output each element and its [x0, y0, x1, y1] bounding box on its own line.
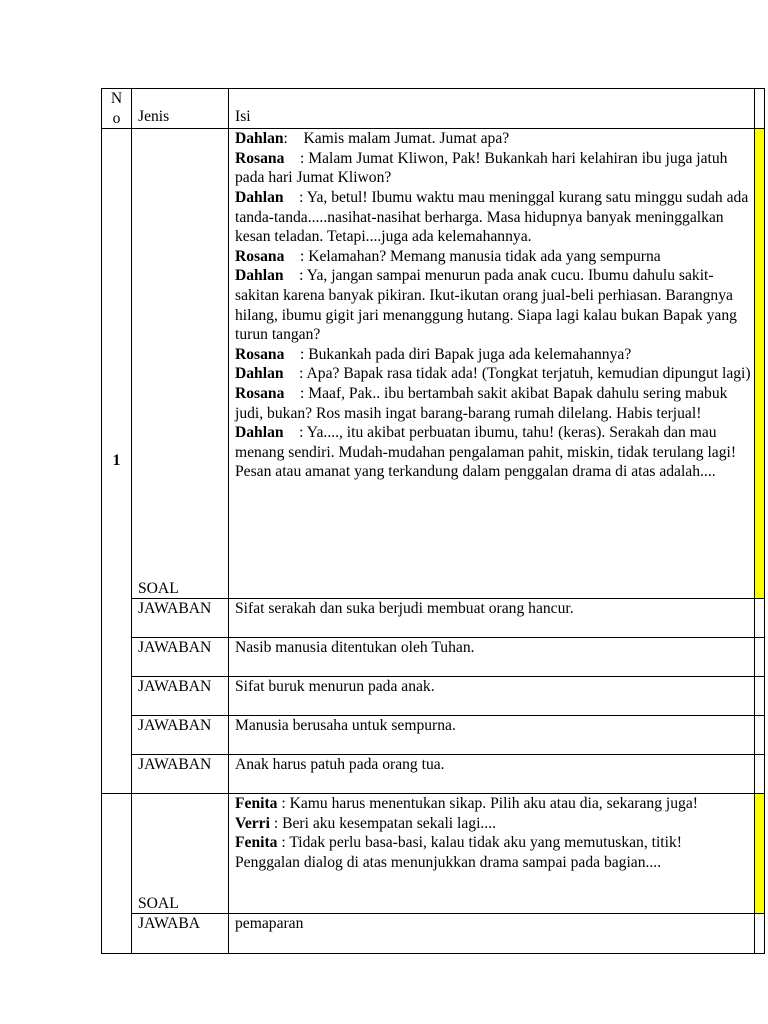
question-1-answer-row — [102, 599, 765, 638]
answer-label: JAWABA — [132, 914, 229, 954]
header-edge — [755, 89, 765, 129]
dialog-line — [235, 384, 751, 423]
dialog-line — [235, 149, 751, 188]
dialog-text: Beri aku kesempatan sekali lagi.... — [282, 814, 496, 832]
dialog-line — [235, 345, 751, 365]
dialog-line — [235, 129, 751, 149]
answer-label: JAWABAN — [132, 599, 229, 638]
question-2-dialog — [235, 794, 751, 853]
question-1-answer-row — [102, 677, 765, 716]
answer-text[interactable]: Anak harus patuh pada orang tua. — [229, 755, 755, 794]
dialog-text: Bukankah pada diri Bapak juga ada kelemahannya? — [308, 345, 632, 363]
speaker-name: Rosana — [235, 149, 285, 167]
speaker-name: Rosana — [235, 384, 285, 402]
header-isi: Isi — [229, 89, 755, 129]
question-1-answer-row — [102, 716, 765, 755]
answer-text[interactable]: Sifat serakah dan suka berjudi membuat orang hancur. — [229, 599, 755, 638]
speaker-name: Rosana — [235, 247, 285, 265]
question-table — [101, 88, 765, 954]
speaker-name: Dahlan — [235, 130, 284, 148]
header-no — [102, 89, 132, 129]
question-1-content — [229, 129, 755, 599]
question-1-number: 1 — [102, 129, 132, 794]
speaker-separator: : — [284, 384, 309, 402]
dialog-line — [235, 266, 751, 344]
question-1-soal-row — [102, 129, 765, 599]
dialog-line — [235, 814, 751, 834]
speaker-separator: : — [283, 365, 307, 383]
dialog-text: Ya, betul! Ibumu waktu mau meninggal kurang satu minggu sudah ada tanda-tanda.....nasihat-nasihat berharga. Masa hidupnya banyak meninggalkan kesan teladan. Tetapi....juga ada kelemahannya. — [235, 188, 749, 246]
dialog-text: Ya, jangan sampai menurun pada anak cucu. Ibumu dahulu sakit-sakitan karena banyak pikiran. Ikut-ikutan orang jual-beli perhiasan. Barangnya hilang, ibumu gigit jari menanggung hutang. Siapa lagi kalau bukan Bapak yang turun tangan? — [235, 267, 737, 344]
question-2-type: SOAL — [132, 794, 229, 914]
header-no-line2: o — [112, 109, 121, 127]
dialog-text: Tidak perlu basa-basi, kalau tidak aku yang memutuskan, titik! — [289, 834, 682, 852]
speaker-name: Fenita — [235, 795, 278, 813]
answer-edge — [755, 638, 765, 677]
dialog-text: Kamu harus menentukan sikap. Pilih aku atau dia, sekarang juga! — [289, 795, 698, 813]
header-row — [102, 89, 765, 129]
question-2-question: Penggalan dialog di atas menunjukkan drama sampai pada bagian.... — [235, 853, 662, 871]
dialog-line — [235, 794, 751, 814]
answer-label: JAWABAN — [132, 716, 229, 755]
question-2-content — [229, 794, 755, 914]
dialog-line — [235, 247, 751, 267]
speaker-name: Dahlan — [235, 267, 284, 285]
answer-edge — [755, 677, 765, 716]
question-2-soal-row — [102, 794, 765, 914]
dialog-text: Ya...., itu akibat perbuatan ibumu, tahu! (keras). Serakah dan mau menang sendiri. Mudah-mudahan pengalaman pahit, miskin, tidak terulang lagi! — [235, 424, 737, 461]
question-2-highlight — [755, 794, 765, 914]
dialog-line — [235, 364, 751, 384]
speaker-separator: : — [283, 188, 307, 206]
dialog-text: Kelamahan? Memang manusia tidak ada yang sempurna — [308, 247, 661, 265]
dialog-text: Kamis malam Jumat. Jumat apa? — [303, 130, 510, 148]
question-2-number — [102, 794, 132, 954]
answer-edge — [755, 755, 765, 794]
speaker-name: Verri — [235, 814, 270, 832]
dialog-text: Apa? Bapak rasa tidak ada! (Tongkat terjatuh, kemudian dipungut lagi) — [306, 365, 751, 383]
question-1-answer-row — [102, 755, 765, 794]
dialog-text: Malam Jumat Kliwon, Pak! Bukankah hari kelahiran ibu juga jatuh pada hari Jumat Kliwon? — [235, 149, 728, 187]
speaker-name: Fenita — [235, 834, 278, 852]
answer-edge — [755, 716, 765, 755]
speaker-separator: : — [284, 149, 309, 167]
answer-label: JAWABAN — [132, 638, 229, 677]
question-1-dialog — [235, 129, 751, 462]
speaker-separator: : — [284, 247, 309, 265]
question-1-answer-row — [102, 638, 765, 677]
header-no-line1: N — [110, 90, 123, 107]
speaker-separator: : — [277, 834, 290, 852]
question-1-question: Pesan atau amanat yang terkandung dalam penggalan drama di atas adalah.... — [235, 463, 716, 481]
dialog-line — [235, 833, 751, 853]
speaker-name: Dahlan — [235, 424, 284, 442]
question-1-type: SOAL — [132, 129, 229, 599]
answer-label: JAWABAN — [132, 755, 229, 794]
speaker-name: Rosana — [235, 345, 285, 363]
speaker-name: Dahlan — [235, 365, 284, 383]
speaker-separator: : — [284, 345, 309, 363]
answer-text[interactable]: Nasib manusia ditentukan oleh Tuhan. — [229, 638, 755, 677]
speaker-separator: : — [283, 424, 307, 442]
question-2-answer-row — [102, 914, 765, 954]
speaker-separator: : — [283, 267, 307, 285]
question-1-highlight — [755, 129, 765, 599]
speaker-name: Dahlan — [235, 188, 284, 206]
speaker-separator: : — [269, 814, 283, 832]
dialog-line — [235, 423, 751, 462]
dialog-text: Maaf, Pak.. ibu bertambah sakit akibat Bapak dahulu sering mabuk judi, bukan? Ros masih ingat barang-barang rumah dilelang. Habis terjual! — [235, 384, 728, 422]
header-jenis: Jenis — [132, 89, 229, 129]
answer-text[interactable]: pemaparan — [229, 914, 755, 954]
speaker-separator: : — [277, 795, 290, 813]
answer-label: JAWABAN — [132, 677, 229, 716]
speaker-separator: : — [283, 130, 304, 148]
answer-text[interactable]: Sifat buruk menurun pada anak. — [229, 677, 755, 716]
answer-text[interactable]: Manusia berusaha untuk sempurna. — [229, 716, 755, 755]
dialog-line — [235, 188, 751, 247]
answer-edge — [755, 599, 765, 638]
answer-edge — [755, 914, 765, 954]
